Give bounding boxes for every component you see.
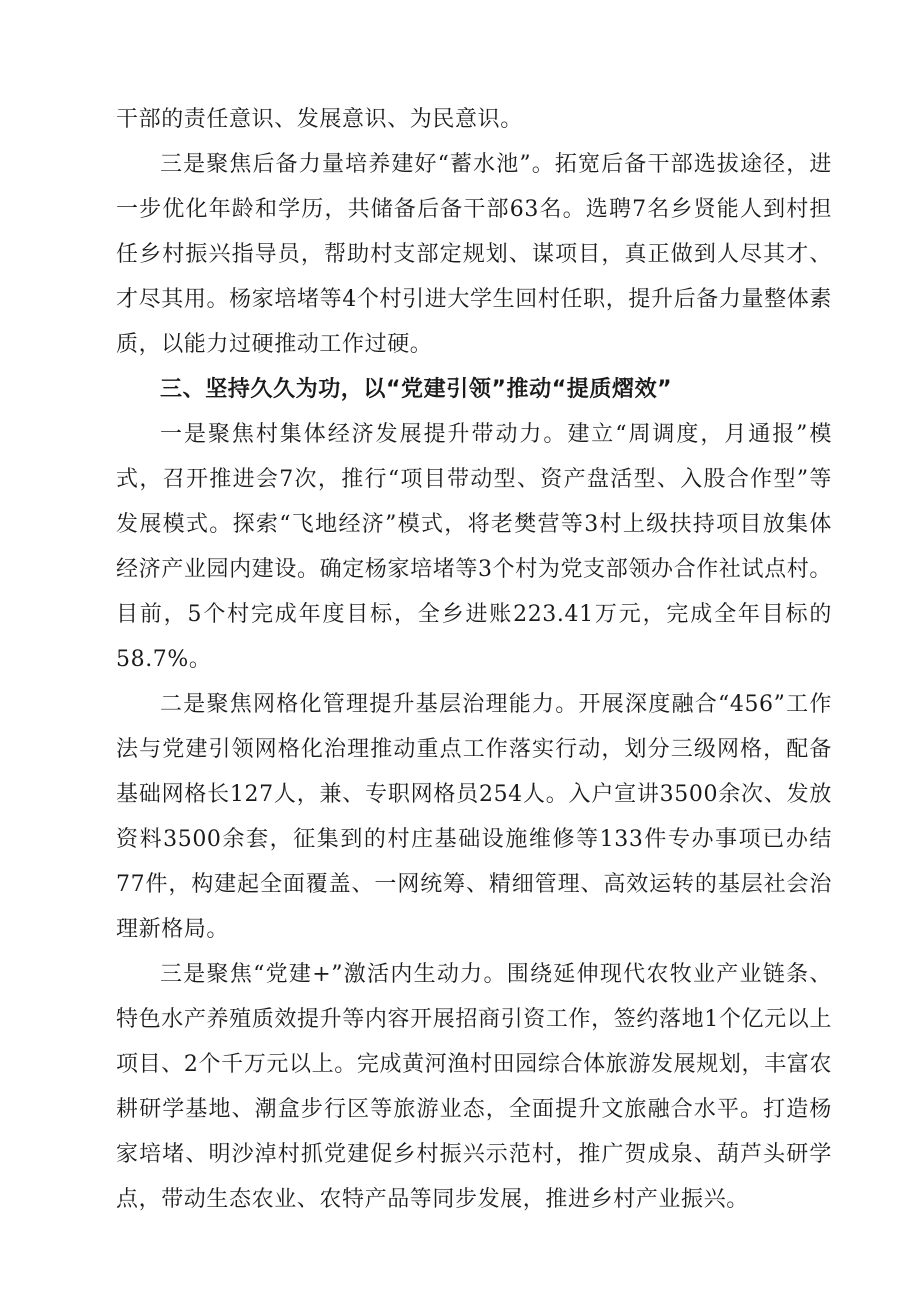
paragraph-party-building-plus: 三是聚焦“党建+”激活内生动力。围绕延伸现代农牧业产业链条、特色水产养殖质效提升等内容开展招商引资工作，签约落地1个亿元以上项目、2个千万元以上。完成黄河渔村田园综合体旅游发展规划，丰富农耕研学基地、潮盒步行区等旅游业态，全面提升文旅融合水平。打造杨家培堵、明沙淖村抓党建促乡村振兴示范村，推广贺成泉、葫芦头研学点，带动生态农业、农特产品等同步发展，推进乡村产业振兴。 xyxy=(116,962,832,1212)
paragraph-collective-economy: 一是聚焦村集体经济发展提升带动力。建立“周调度，月通报”模式，召开推进会7次，推行“项目带动型、资产盘活型、入股合作型”等发展模式。探索“飞地经济”模式，将老樊营等3村上级扶持项目放集体经济产业园内建设。确定杨家培堵等3个村为党支部领办合作社试点村。目前，5个村完成年度目标，全乡进账223.41万元，完成全年目标的58.7%。 xyxy=(116,422,832,672)
paragraph-continuation: 干部的责任意识、发展意识、为民意识。 xyxy=(116,107,523,132)
document-body xyxy=(116,97,832,1222)
paragraph-grid-management: 二是聚焦网格化管理提升基层治理能力。开展深度融合“456”工作法与党建引领网格化治理推动重点工作落实行动，划分三级网格，配备基础网格长127人，兼、专职网格员254人。入户宣讲3500余次、发放资料3500余套，征集到的村庄基础设施维修等133件专办事项已办结77件，构建起全面覆盖、一网统筹、精细管理、高效运转的基层社会治理新格局。 xyxy=(116,692,832,942)
paragraph-reserve-force: 三是聚焦后备力量培养建好“蓄水池”。拓宽后备干部选拔途径，进一步优化年龄和学历，共储备后备干部63名。选聘7名乡贤能人到村担任乡村振兴指导员，帮助村支部定规划、谋项目，真正做到人尽其才、才尽其用。杨家培堵等4个村引进大学生回村任职，提升后备力量整体素质，以能力过硬推动工作过硬。 xyxy=(116,152,832,357)
section-heading-3: 三、坚持久久为功，以“党建引领”推动“提质熠效” xyxy=(160,377,673,402)
